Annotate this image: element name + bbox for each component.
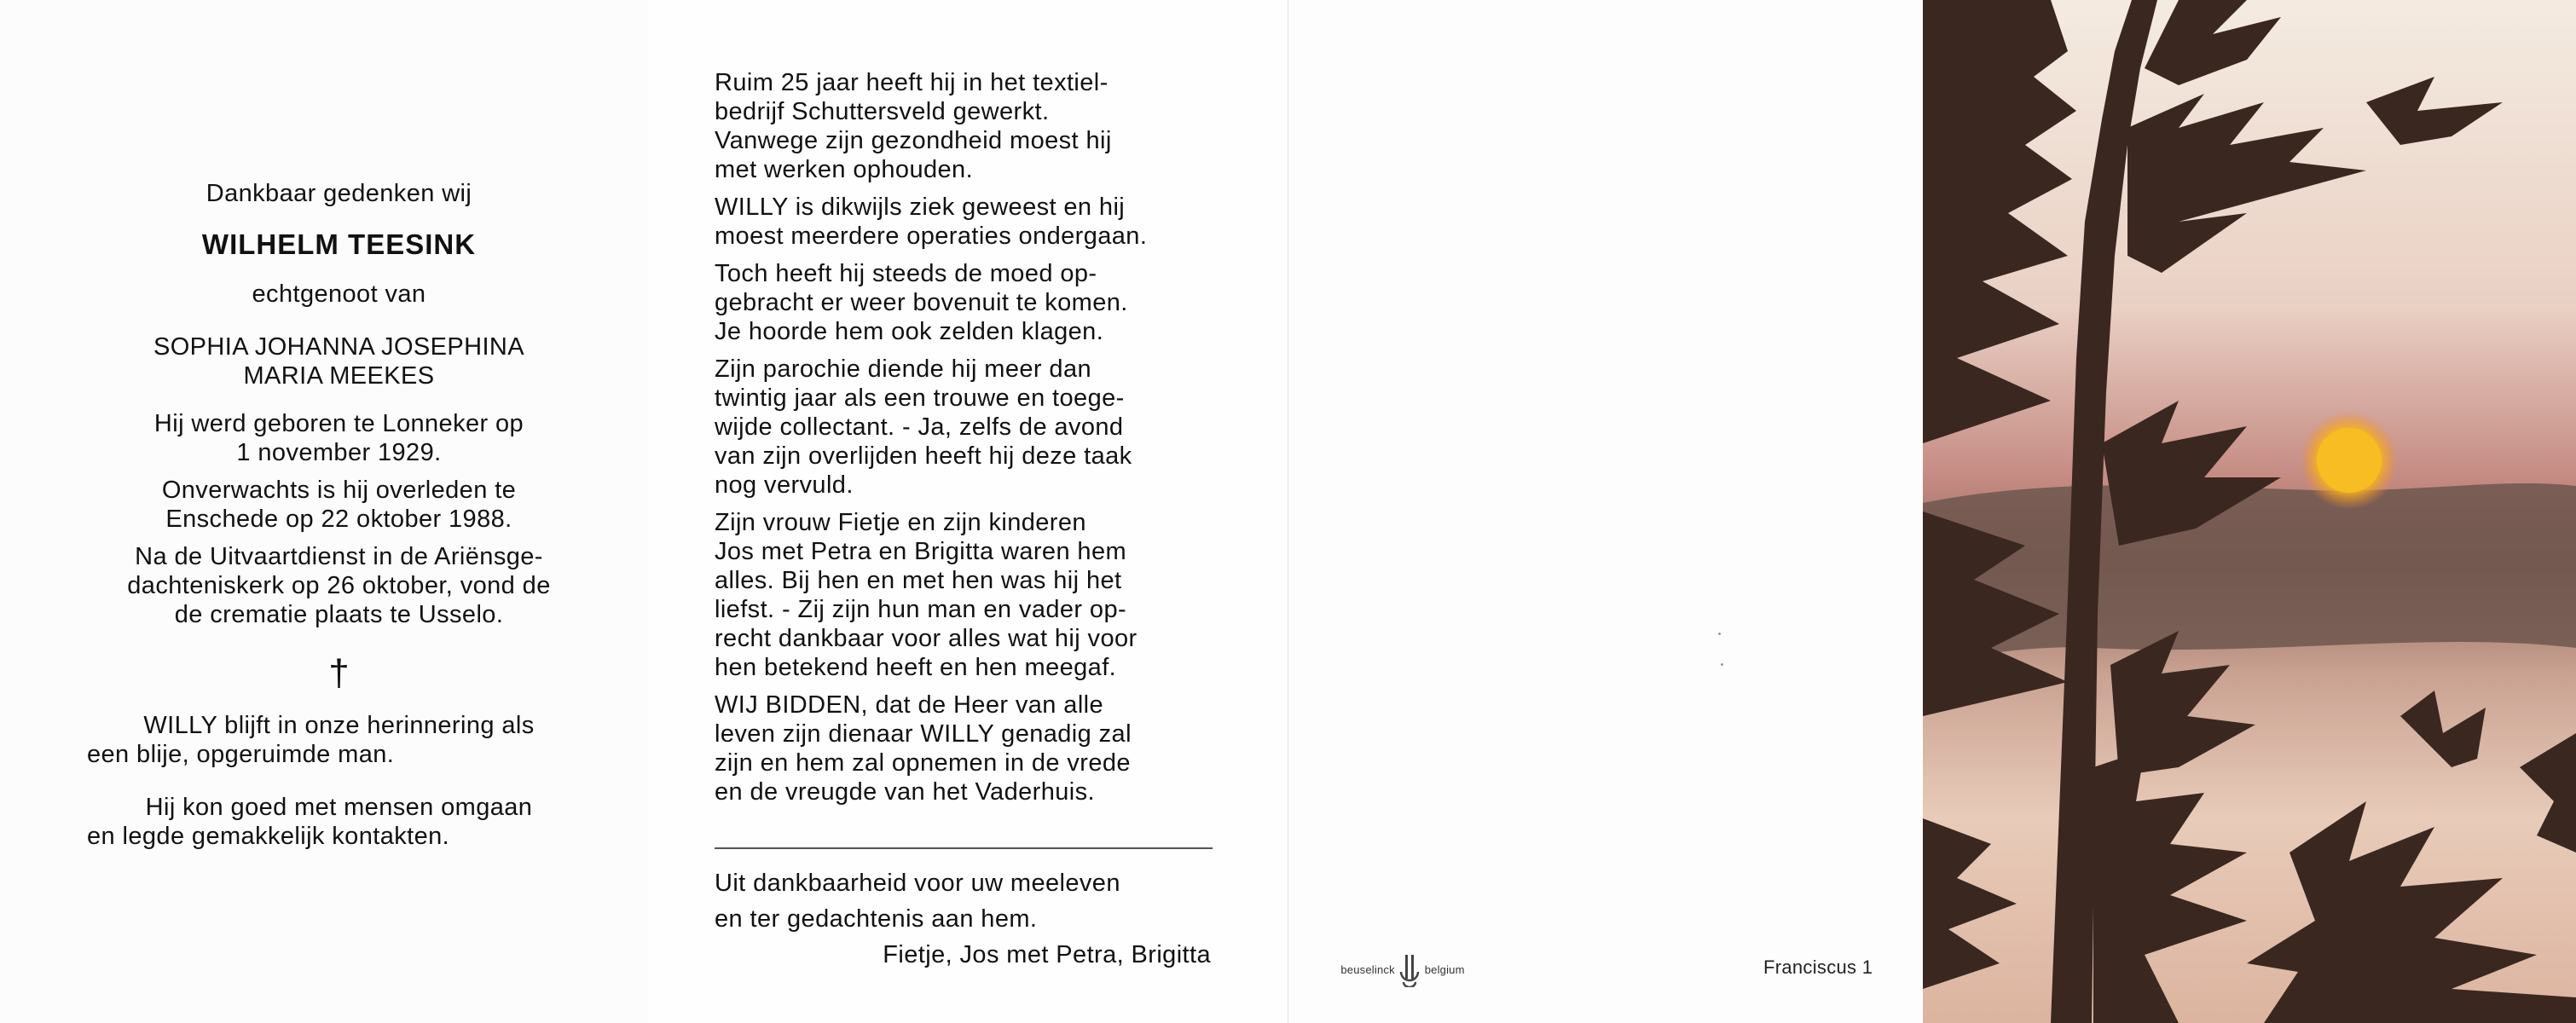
birth-line1: Hij werd geboren te Lonneker op xyxy=(153,410,524,437)
bio-line: Zijn parochie diende hij meer dan xyxy=(715,355,1092,383)
sun-core xyxy=(2317,428,2382,493)
card-front-left-panel xyxy=(0,0,649,1023)
intro-line: Dankbaar gedenken wij xyxy=(206,180,472,207)
bio-line: Ruim 25 jaar heeft hij in het textiel- xyxy=(715,69,1109,96)
bio-line: moest meerdere operaties ondergaan. xyxy=(715,223,1148,250)
paper-speck xyxy=(1718,633,1721,635)
prayer-line: leven zijn dienaar WILLY genadig zal xyxy=(715,720,1132,748)
death-line1: Onverwachts is hij overleden te xyxy=(161,477,517,504)
card-back-panel xyxy=(1288,0,1924,1023)
publisher-name: beuselinck xyxy=(1340,963,1395,977)
memory-line1: WILLY blijft in onze herinnering als xyxy=(143,712,535,739)
obituary-biography-text xyxy=(715,68,1218,806)
bio-line: hen betekend heeft en hen meegaf. xyxy=(715,654,1117,681)
service-line2: dachteniskerk op 26 oktober, vond de xyxy=(127,572,551,599)
family-signature: Fietje, Jos met Petra, Brigitta xyxy=(883,941,1211,968)
death-line2: Enschede op 22 oktober 1988. xyxy=(165,506,512,533)
bio-line: Je hoorde hem ook zelden klagen. xyxy=(715,318,1104,345)
bio-line: recht dankbaar voor alles wat hij voor xyxy=(715,625,1137,652)
thistle-sunset-illustration xyxy=(1923,0,2576,1023)
bio-line: alles. Bij hen en met hen was hij het xyxy=(715,567,1122,594)
bio-line: Zijn vrouw Fietje en zijn kinderen xyxy=(715,509,1086,536)
relation-line: echtgenoot van xyxy=(252,280,426,308)
thanks-block xyxy=(715,865,1218,973)
publisher-country: belgium xyxy=(1424,963,1465,977)
service-line1: Na de Uitvaartdienst in de Ariënsge- xyxy=(135,543,543,570)
text-divider xyxy=(715,847,1213,849)
obituary-front-text xyxy=(85,179,593,851)
card-design-name: Franciscus 1 xyxy=(1763,957,1873,978)
publisher-logo-icon xyxy=(1398,953,1421,987)
bio-line: met werken ophouden. xyxy=(715,156,974,183)
bio-line: wijde collectant. - Ja, zelfs de avond xyxy=(715,413,1124,441)
thanks-line1: Uit dankbaarheid voor uw meeleven xyxy=(715,870,1120,897)
social-line1: Hij kon goed met mensen omgaan xyxy=(145,794,533,821)
deceased-name: WILHELM TEESINK xyxy=(201,228,477,260)
bio-line: Jos met Petra en Brigitta waren hem xyxy=(715,538,1127,565)
cross-symbol: † xyxy=(328,652,350,694)
memory-line2: een blije, opgeruimde man. xyxy=(87,741,395,768)
paper-speck xyxy=(1721,663,1723,666)
bio-line: gebracht er weer bovenuit te komen. xyxy=(715,289,1128,316)
publisher-mark xyxy=(1339,953,1467,987)
bio-line: nog vervuld. xyxy=(715,471,854,499)
service-line3: de crematie plaats te Usselo. xyxy=(174,601,504,628)
bio-line: liefst. - Zij zijn hun man en vader op- xyxy=(715,596,1127,623)
spouse-name-line1: SOPHIA JOHANNA JOSEPHINA xyxy=(153,333,525,361)
thanks-line2: en ter gedachtenis aan hem. xyxy=(715,905,1038,933)
bio-line: Toch heeft hij steeds de moed op- xyxy=(715,260,1097,287)
social-line2: en legde gemakkelijk kontakten. xyxy=(87,823,450,850)
prayer-line: en de vreugde van het Vaderhuis. xyxy=(715,778,1095,806)
prayer-line: zijn en hem zal opnemen in de vrede xyxy=(715,749,1131,777)
spouse-name-line2: MARIA MEEKES xyxy=(243,362,435,390)
bio-line: WILLY is dikwijls ziek geweest en hij xyxy=(715,194,1126,221)
bio-line: bedrijf Schuttersveld gewerkt. xyxy=(715,98,1050,125)
bio-line: twintig jaar als een trouwe en toege- xyxy=(715,384,1125,412)
sunset-photo xyxy=(1923,0,2576,1023)
birth-line2: 1 november 1929. xyxy=(236,439,442,466)
prayer-line: WIJ BIDDEN, dat de Heer van alle xyxy=(715,691,1104,719)
bio-line: Vanwege zijn gezondheid moest hij xyxy=(715,127,1112,154)
bio-line: van zijn overlijden heeft hij deze taak xyxy=(715,442,1132,470)
distant-shore xyxy=(1923,483,2576,665)
